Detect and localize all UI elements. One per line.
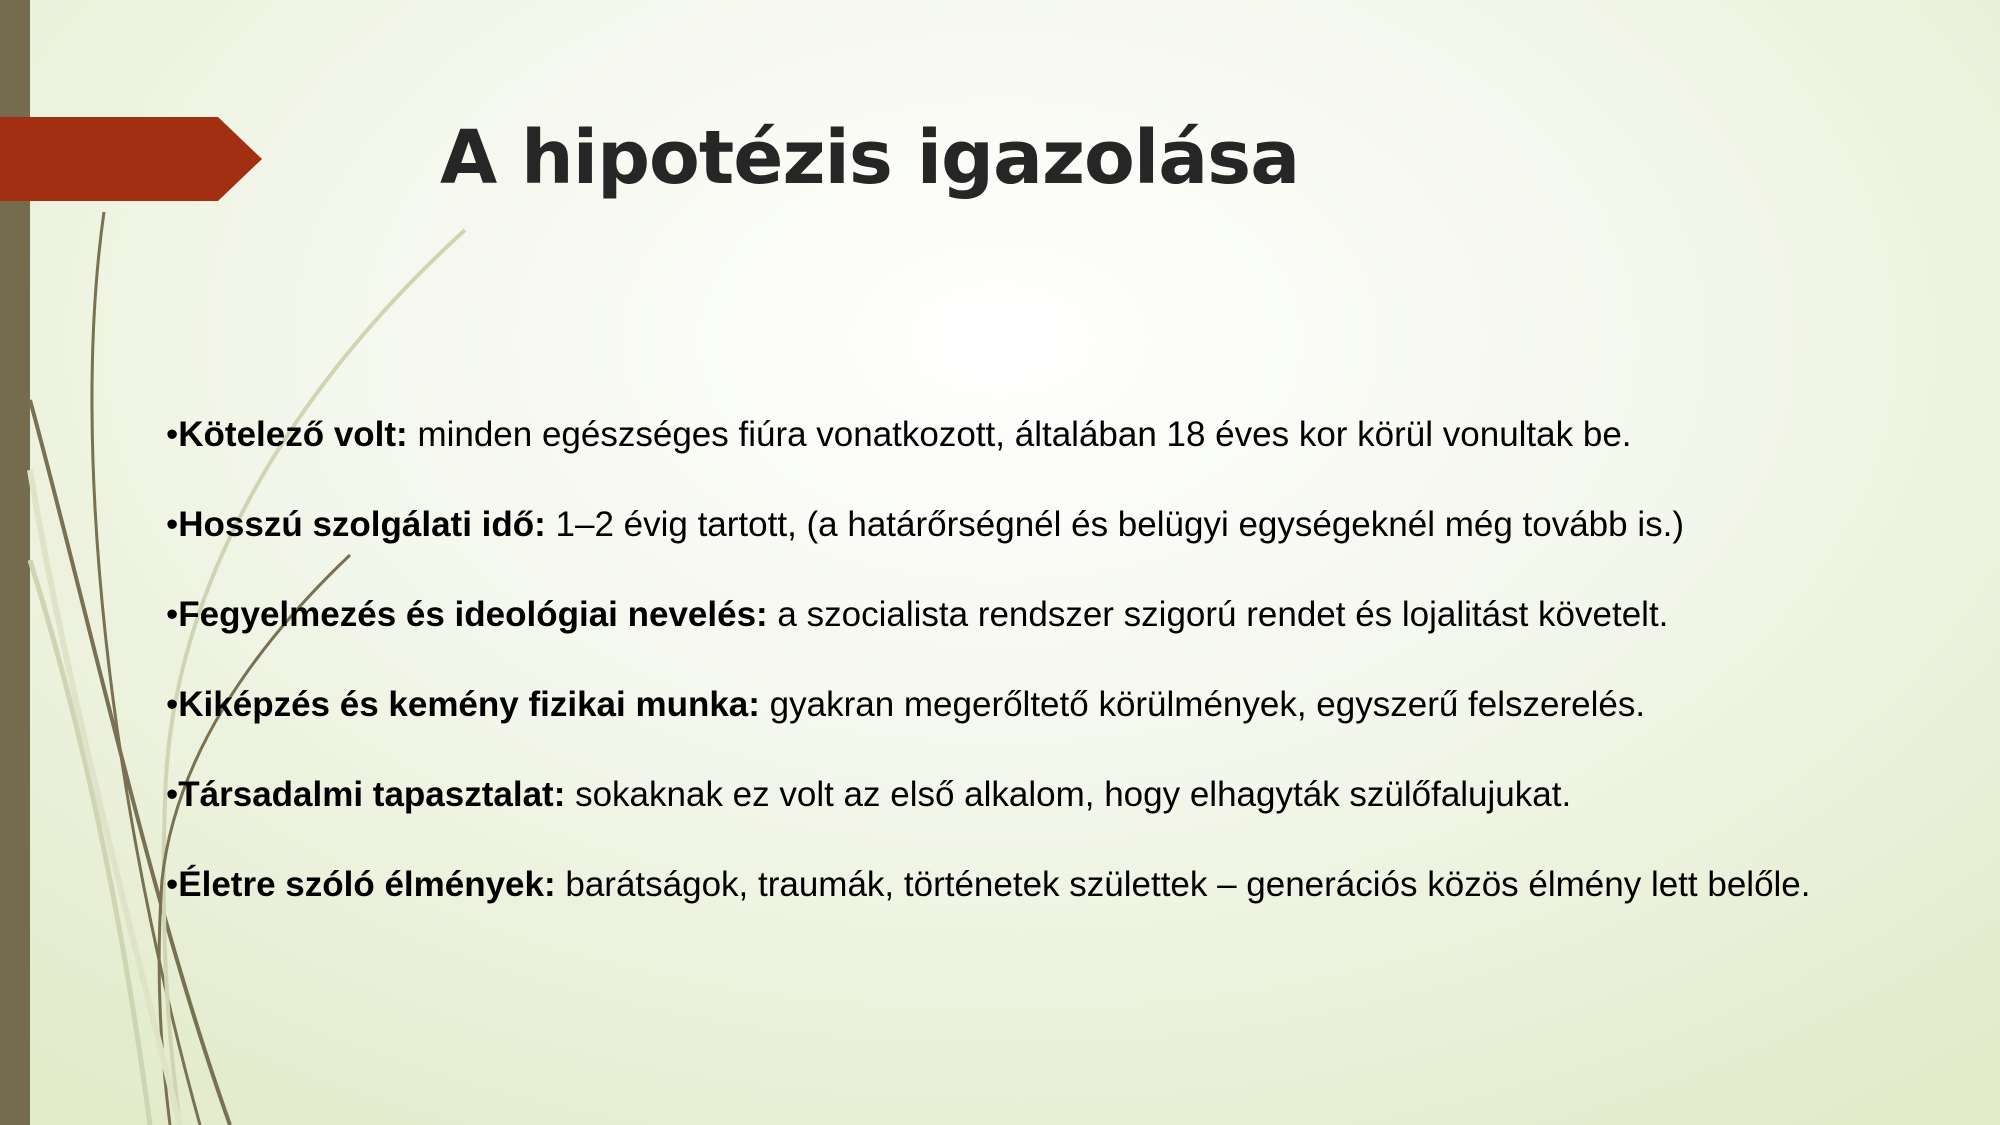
- list-item: [166, 773, 1986, 817]
- bullet-marker: •: [166, 685, 179, 724]
- bullet-text: 1–2 évig tartott, (a határőrségnél és belügyi egységeknél még tovább is.): [545, 505, 1684, 544]
- bullet-marker: •: [166, 415, 179, 454]
- slide-title: A hipotézis igazolása: [440, 115, 1300, 201]
- bullet-marker: •: [166, 775, 179, 814]
- bullet-marker: •: [166, 595, 179, 634]
- bullet-bold-label: Életre szóló élmények:: [178, 865, 556, 904]
- bullet-text: sokaknak ez volt az első alkalom, hogy elhagyták szülőfalujukat.: [565, 775, 1572, 814]
- bullet-text: minden egészséges fiúra vonatkozott, általában 18 éves kor körül vonultak be.: [407, 415, 1632, 454]
- title-accent-arrow: [0, 117, 262, 201]
- bullet-marker: •: [166, 505, 179, 544]
- bullet-text: a szocialista rendszer szigorú rendet és lojalitást követelt.: [767, 595, 1669, 634]
- bullet-marker: •: [166, 865, 179, 904]
- bullet-bold-label: Kötelező volt:: [178, 415, 408, 454]
- list-item: [166, 503, 1986, 547]
- bullet-bold-label: Hosszú szolgálati idő:: [178, 505, 546, 544]
- list-item: [166, 593, 1986, 637]
- list-item: [166, 413, 1986, 457]
- bullet-bold-label: Fegyelmezés és ideológiai nevelés:: [178, 595, 768, 634]
- bullet-bold-label: Kiképzés és kemény fizikai munka:: [178, 685, 760, 724]
- bullet-list: [166, 413, 1986, 953]
- list-item: [166, 863, 1986, 907]
- bullet-text: gyakran megerőltető körülmények, egyszerű felszerelés.: [759, 685, 1646, 724]
- bullet-bold-label: Társadalmi tapasztalat:: [178, 775, 566, 814]
- bullet-text: barátságok, traumák, történetek születtek – generációs közös élmény lett belőle.: [555, 865, 1811, 904]
- list-item: [166, 683, 1986, 727]
